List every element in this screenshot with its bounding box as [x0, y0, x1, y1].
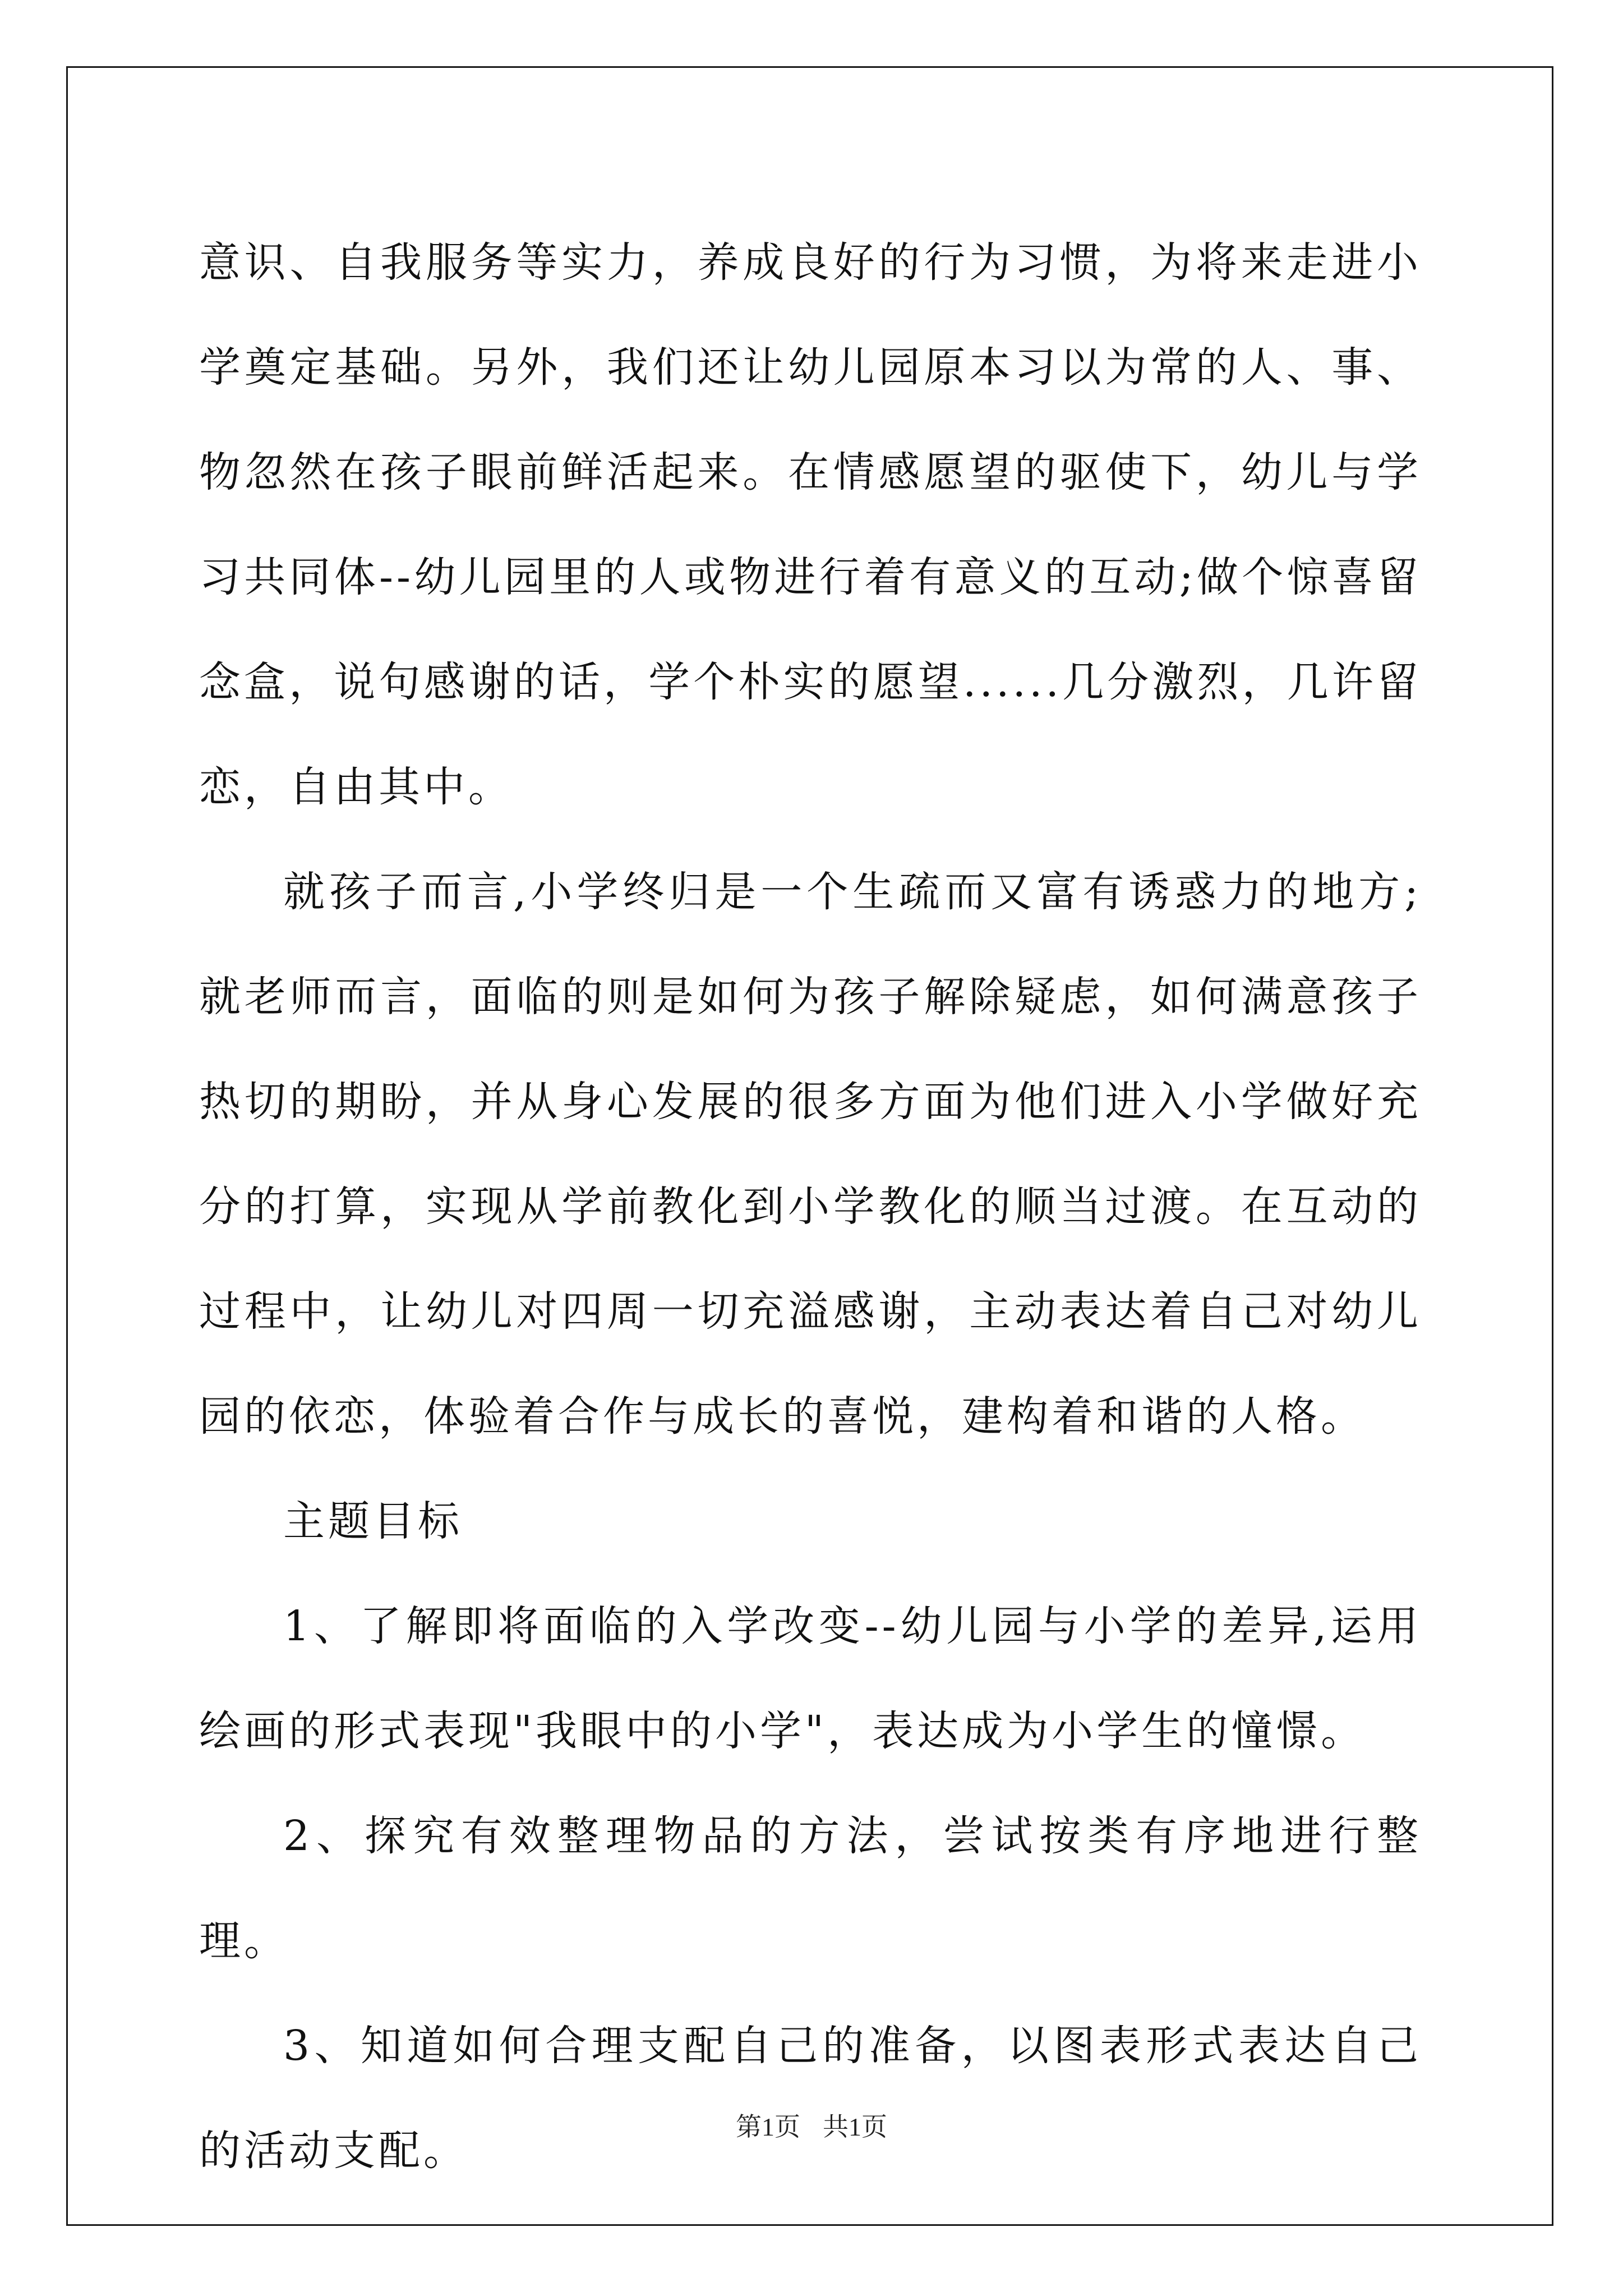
goal-item-2: 2、探究有效整理物品的方法，尝试按类有序地进行整理。 — [199, 1812, 1422, 1965]
paragraph-2: 就孩子而言,小学终归是一个生疏而又富有诱惑力的地方;就老师而言，面临的则是如何为孩子解除疑虑，如何满意孩子热切的期盼，并从身心发展的很多方面为他们进入小学做好充分的打算，实现从学前教化到小学教化的顺当过渡。在互动的过程中，让幼儿对四周一切充溢感谢，主动表达着自己对幼儿园的依恋，体验着合作与成长的喜悦，建构着和谐的人格。 — [199, 868, 1422, 1441]
section-heading-goals: 主题目标 — [283, 1497, 463, 1545]
goal-item-3: 3、知道如何合理支配自己的准备，以图表形式表达自己的活动支配。 — [199, 2022, 1422, 2175]
page-footer — [0, 2106, 1623, 2143]
page-total: 共1页 — [823, 2113, 887, 2141]
goal-item-1: 1、了解即将面临的入学改变--幼儿园与小学的差异,运用绘画的形式表现"我眼中的小学"，表达成为小学生的憧憬。 — [199, 1602, 1422, 1755]
document-body — [199, 210, 1422, 2203]
page-number: 第1页 — [736, 2113, 800, 2141]
paragraph-1: 意识、自我服务等实力，养成良好的行为习惯，为将来走进小学奠定基础。另外，我们还让幼儿园原本习以为常的人、事、物忽然在孩子眼前鲜活起来。在情感愿望的驱使下，幼儿与学习共同体--幼儿园里的人或物进行着有意义的互动;做个惊喜留念盒，说句感谢的话，学个朴实的愿望......几分激烈，几许留恋，自由其中。 — [199, 238, 1422, 811]
